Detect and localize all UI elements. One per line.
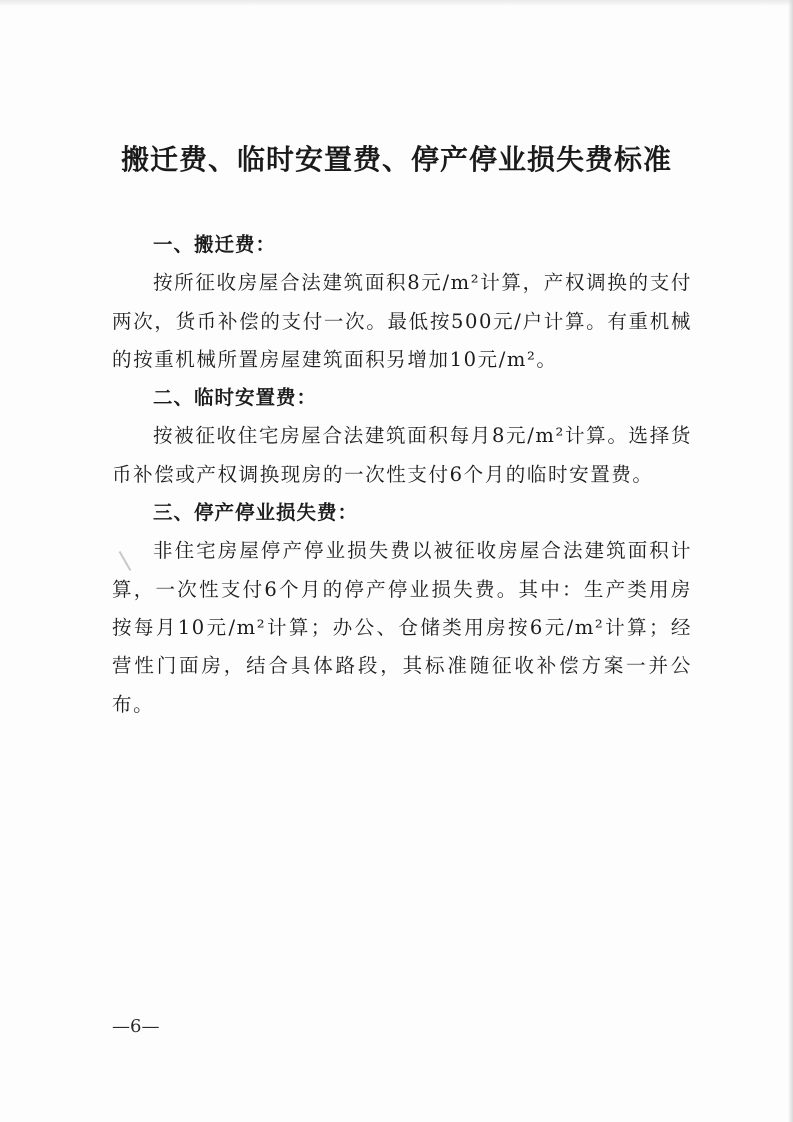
section-paragraph-relocation: 按所征收房屋合法建筑面积8元/m²计算，产权调换的支付两次，货币补偿的支付一次。最低按500元/户计算。有重机械的按重机械所置房屋建筑面积另增加10元/m²。 xyxy=(112,271,692,371)
document-body xyxy=(112,226,692,724)
section-paragraph-temporary-resettlement: 按被征收住宅房屋合法建筑面积每月8元/m²计算。选择货币补偿或产权调换现房的一次性支付6个月的临时安置费。 xyxy=(112,424,692,486)
section-heading-business-loss: 三、停产停业损失费： xyxy=(153,501,359,525)
document-title: 搬迁费、临时安置费、停产停业损失费标准 xyxy=(120,143,672,176)
section-paragraph-business-loss: 非住宅房屋停产停业损失费以被征收房屋合法建筑面积计算，一次性支付6个月的停产停业损失费。其中：生产类用房按每月10元/m²计算；办公、仓储类用房按6元/m²计算；经营性门面房，结合具体路段，其标准随征收补偿方案一并公布。 xyxy=(112,539,692,716)
section-heading-temporary-resettlement: 二、临时安置费： xyxy=(153,386,318,410)
section-heading-relocation: 一、搬迁费： xyxy=(153,233,277,256)
page-number: —6— xyxy=(112,1016,160,1037)
scan-edge-top xyxy=(0,0,793,6)
